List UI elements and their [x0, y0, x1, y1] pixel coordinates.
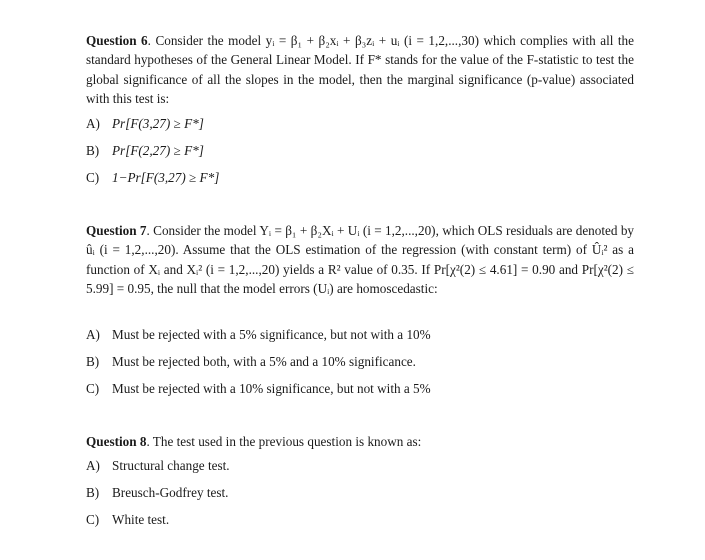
option-text: Must be rejected with a 5% significance, but not with a 10%: [112, 327, 431, 342]
question-8-heading: Question 8: [86, 434, 147, 449]
option-letter: B): [86, 485, 100, 500]
option-text: Pr[F(2,27) ≥ F*]: [112, 143, 204, 158]
question-6-option-c: [86, 170, 219, 186]
option-letter: A): [86, 458, 100, 473]
question-6-option-a: [86, 116, 204, 132]
question-6-option-b: [86, 143, 204, 159]
question-6: [86, 31, 634, 109]
question-8-option-a: [86, 458, 230, 474]
option-letter: C): [86, 381, 100, 396]
question-7-option-c: [86, 381, 431, 397]
option-text: White test.: [112, 512, 170, 527]
option-text: Must be rejected with a 10% significance, but not with a 5%: [112, 381, 431, 396]
option-letter: B): [86, 354, 100, 369]
question-8-option-b: [86, 485, 228, 501]
question-6-heading: Question 6: [86, 33, 148, 48]
question-8-text: . The test used in the previous question is known as:: [146, 434, 422, 449]
option-letter: C): [86, 170, 100, 185]
option-text: Breusch-Godfrey test.: [112, 485, 229, 500]
option-letter: A): [86, 327, 100, 342]
option-letter: C): [86, 512, 100, 527]
question-7: [86, 221, 634, 299]
question-8-option-c: [86, 512, 169, 528]
option-text: Must be rejected both, with a 5% and a 10% significance.: [112, 354, 416, 369]
question-7-option-b: [86, 354, 416, 370]
question-7-option-a: [86, 327, 431, 343]
option-letter: B): [86, 143, 100, 158]
question-7-heading: Question 7: [86, 223, 147, 238]
question-7-text: . Consider the model Yᵢ = β₁ + β₂Xᵢ + Uᵢ (i = 1,2,...,20), which OLS residuals are denoted by ûᵢ (i = 1,2,...,20). Assume that the OLS estimation of the regression (with constant term) of Ûᵢ² as a function of Xᵢ and Xᵢ² (i = 1,2,...,20) yields a R² value of 0.35. If Pr[χ²(2) ≤ 4.61] = 0.90 and Pr[χ²(2) ≤ 5.99] = 0.95, the null that the model errors (Uᵢ) are homoscedastic:: [86, 223, 635, 297]
option-text: 1−Pr[F(3,27) ≥ F*]: [112, 170, 220, 185]
option-text: Pr[F(3,27) ≥ F*]: [112, 116, 204, 131]
question-6-text: . Consider the model yᵢ = β₁ + β₂xᵢ + β₃zᵢ + uᵢ (i = 1,2,...,30) which complies with all the standard hypotheses of the General Linear Model. If F* stands for the value of the F-statistic to test the global significance of all the slopes in the model, then the marginal significance (p-value) associated with this test is:: [86, 33, 635, 107]
option-letter: A): [86, 116, 100, 131]
option-text: Structural change test.: [112, 458, 230, 473]
question-8: [86, 432, 634, 451]
